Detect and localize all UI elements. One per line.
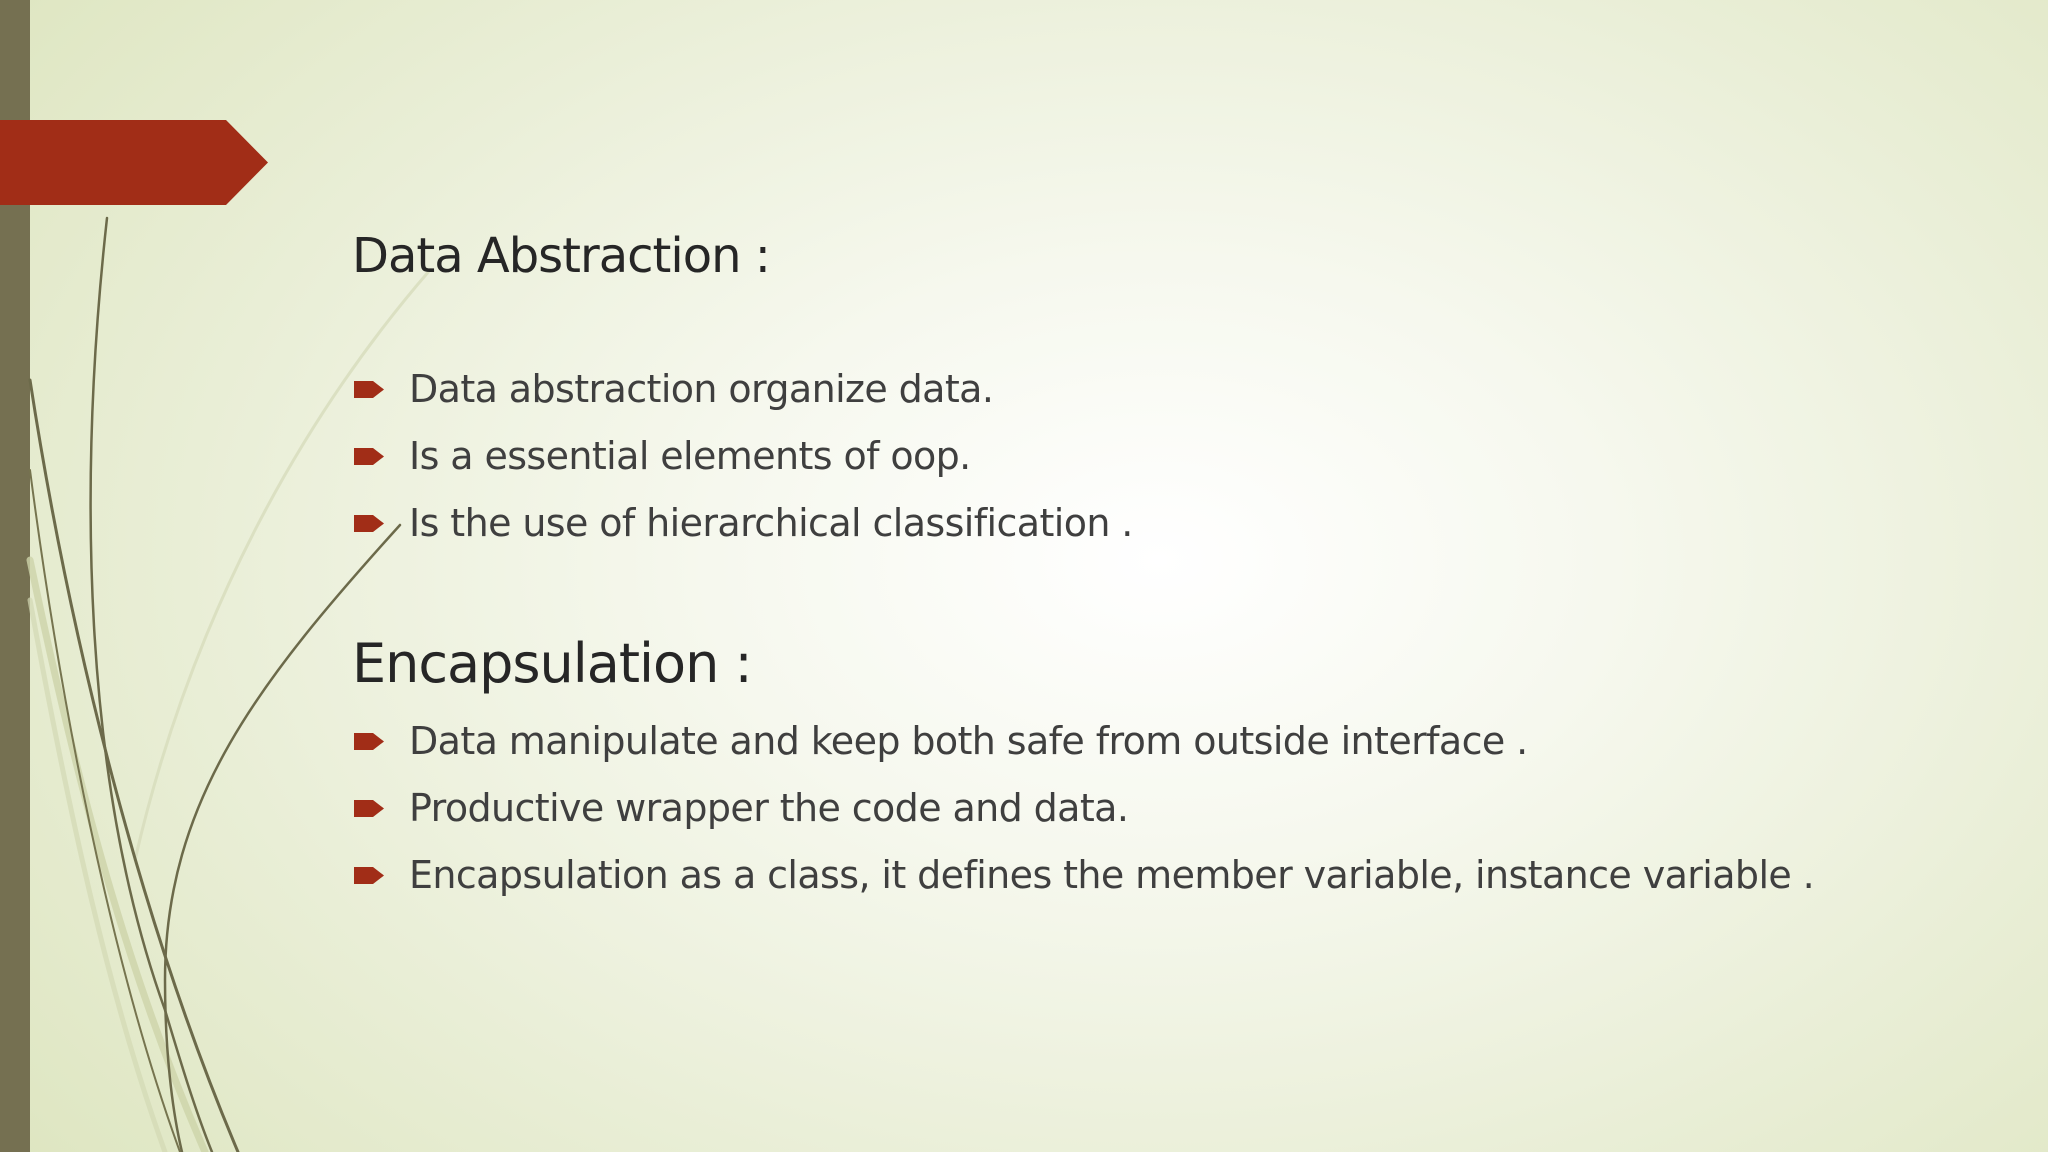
arrow-bullet-icon xyxy=(354,381,384,398)
arrow-bullet-icon xyxy=(354,448,384,465)
bullet-item xyxy=(352,846,1814,913)
bullet-text: Data manipulate and keep both safe from outside interface . xyxy=(409,719,1528,763)
bullet-text: Encapsulation as a class, it defines the member variable, instance variable . xyxy=(409,853,1815,897)
arrow-bullet-icon xyxy=(354,800,384,817)
bullet-item xyxy=(352,712,1814,779)
arrow-bullet-icon xyxy=(354,733,384,750)
bullet-item xyxy=(352,779,1814,846)
bullet-item xyxy=(352,360,1133,427)
accent-tab xyxy=(0,120,268,205)
arrow-bullet-icon xyxy=(354,867,384,884)
data-abstraction-bullet-list xyxy=(352,360,1133,561)
bullet-text: Data abstraction organize data. xyxy=(409,367,994,411)
bullet-text: Is a essential elements of oop. xyxy=(409,434,971,478)
bullet-item xyxy=(352,427,1133,494)
bullet-text: Productive wrapper the code and data. xyxy=(409,786,1129,830)
bullet-item xyxy=(352,494,1133,561)
encapsulation-bullet-list xyxy=(352,712,1814,913)
data-abstraction-heading: Data Abstraction : xyxy=(352,228,770,284)
bullet-text: Is the use of hierarchical classification . xyxy=(409,501,1133,545)
arrow-bullet-icon xyxy=(354,515,384,532)
encapsulation-heading: Encapsulation : xyxy=(352,632,752,695)
